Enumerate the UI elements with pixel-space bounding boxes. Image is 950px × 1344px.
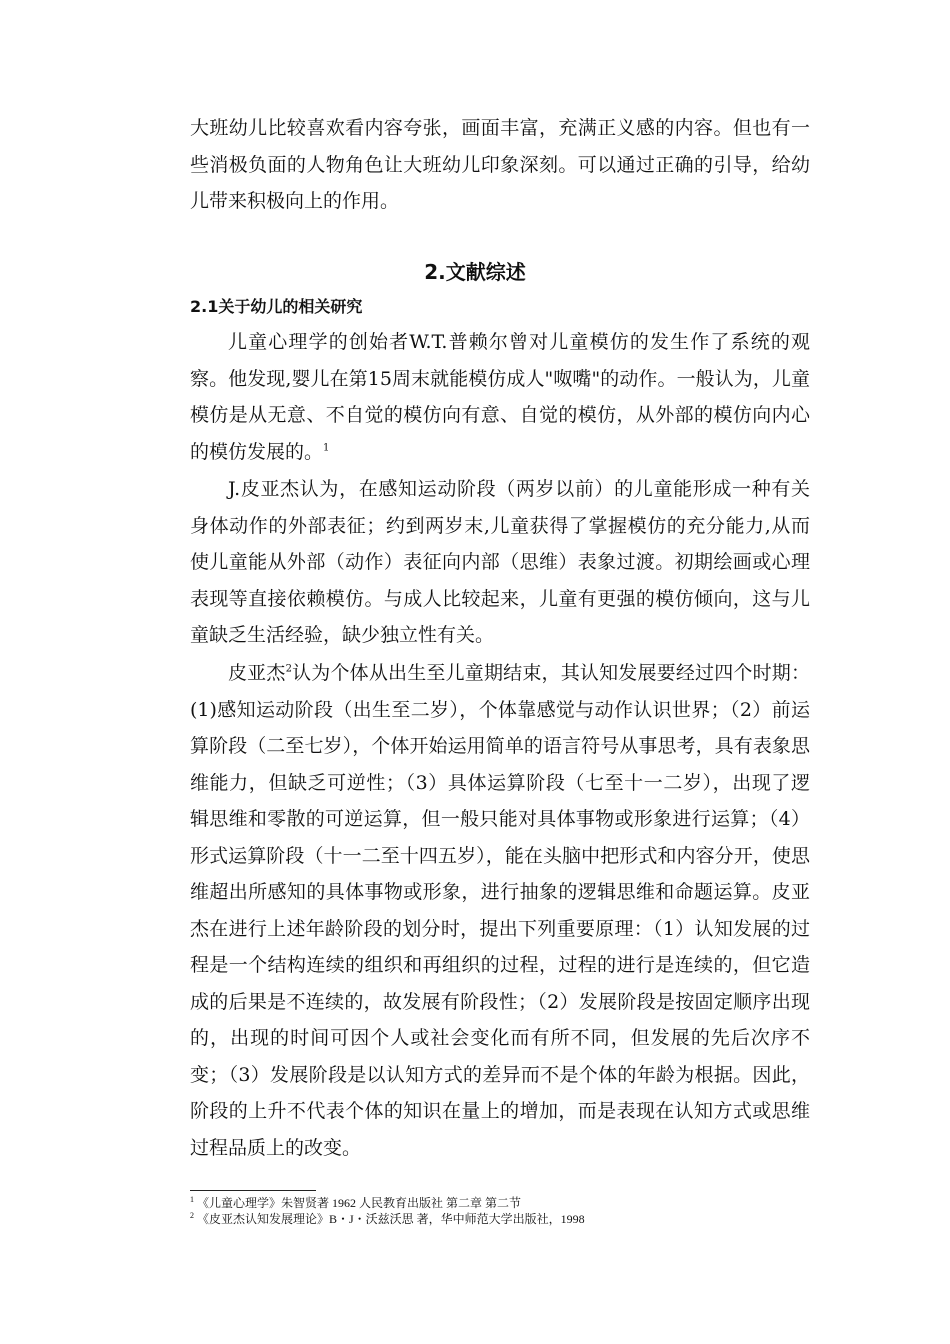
paragraph-piaget-stages-lead: 皮亚杰 (228, 662, 286, 684)
paragraph-pryor-text: 儿童心理学的创始者W.T.普赖尔曾对儿童模仿的发生作了系统的观察。他发现,婴儿在第15周末就能模仿成人"呶嘴"的动作。一般认为，儿童模仿是从无意、不自觉的模仿向有意、自觉的模仿，从外部的模仿向内心的模仿发展的。 (190, 331, 810, 463)
footnote-mark: 2 (190, 1211, 194, 1220)
intro-paragraph (190, 110, 810, 220)
section-title: 2.文献综述 (424, 260, 526, 284)
footnote-mark: 1 (190, 1195, 194, 1204)
footnote-divider (190, 1190, 316, 1191)
footnote-ref-1: 1 (323, 442, 330, 454)
footnote-text: 《皮亚杰认知发展理论》B・J・沃兹沃思 著，华中师范大学出版社，1998 (197, 1212, 585, 1226)
footnotes (190, 1195, 810, 1227)
footnote-item (190, 1195, 810, 1211)
paragraph-pryor (190, 324, 810, 470)
footnote-item (190, 1211, 810, 1227)
paragraph-piaget-stages (190, 655, 810, 1166)
paragraph-piaget-imitation (190, 471, 810, 654)
intro-text: 大班幼儿比较喜欢看内容夸张，画面丰富，充满正义感的内容。但也有一些消极负面的人物角色让大班幼儿印象深刻。可以通过正确的引导，给幼儿带来积极向上的作用。 (190, 117, 810, 212)
paragraph-piaget-imitation-text: J.皮亚杰认为，在感知运动阶段（两岁以前）的儿童能形成一种有关身体动作的外部表征；约到两岁末,儿童获得了掌握模仿的充分能力,从而使儿童能从外部（动作）表征向内部（思维）表象过渡。初期绘画或心理表现等直接依赖模仿。与成人比较起来，儿童有更强的模仿倾向，这与儿童缺乏生活经验，缺少独立性有关。 (190, 478, 810, 646)
footnote-ref-2: 2 (285, 663, 292, 675)
subsection-title: 2.1关于幼儿的相关研究 (190, 297, 363, 316)
paragraph-piaget-stages-text: 认为个体从出生至儿童期结束，其认知发展要经过四个时期：(1)感知运动阶段（出生至二岁），个体靠感觉与动作认识世界；（2）前运算阶段（二至七岁），个体开始运用简单的语言符号从事思考，具有表象思维能力，但缺乏可逆性；（3）具体运算阶段（七至十一二岁），出现了逻辑思维和零散的可逆运算，但一般只能对具体事物或形象进行运算；（4）形式运算阶段（十一二至十四五岁），能在头脑中把形式和内容分开，使思维超出所感知的具体事物或形象，进行抽象的逻辑思维和命题运算。皮亚杰在进行上述年龄阶段的划分时，提出下列重要原理：（1）认知发展的过程是一个结构连续的组织和再组织的过程，过程的进行是连续的，但它造成的后果是不连续的，故发展有阶段性；（2）发展阶段是按固定顺序出现的，出现的时间可因个人或社会变化而有所不同，但发展的先后次序不变；（3）发展阶段是以认知方式的差异而不是个体的年龄为根据。因此，阶段的上升不代表个体的知识在量上的增加，而是表现在认知方式或思维过程品质上的改变。 (190, 662, 810, 1159)
footnote-text: 《儿童心理学》朱智贤著 1962 人民教育出版社 第二章 第二节 (197, 1196, 522, 1210)
